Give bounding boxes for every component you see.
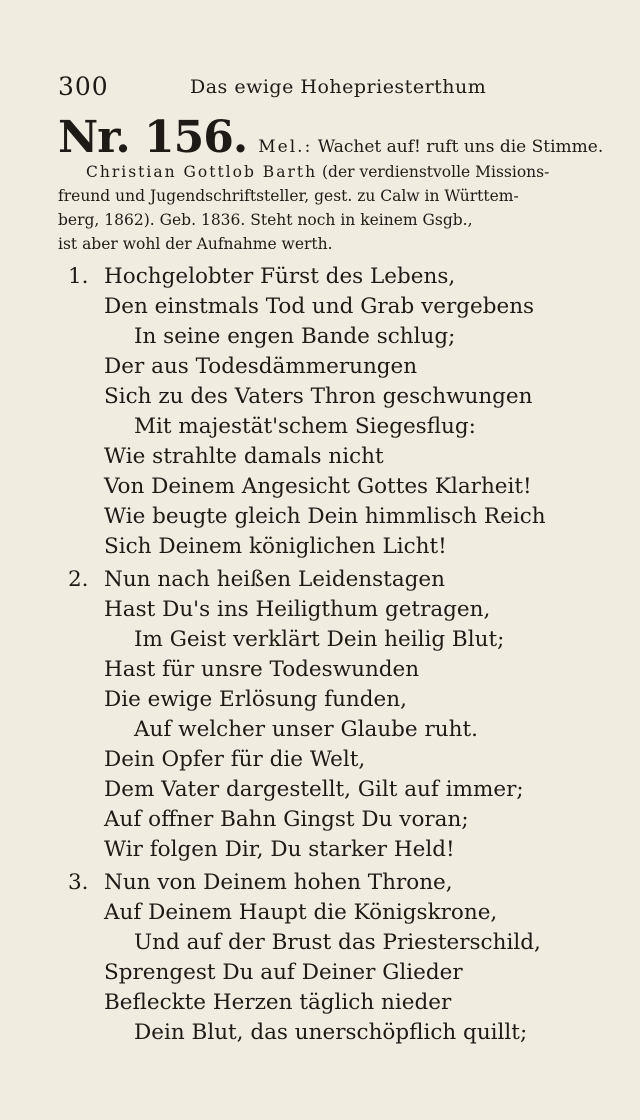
verse-line-text: Hochgelobter Fürst des Lebens,: [104, 264, 456, 289]
verse-line: Hast für unsre Todeswunden: [104, 657, 420, 682]
verse-line: Befleckte Herzen täglich nieder: [104, 990, 452, 1015]
verse-line: Auf offner Bahn Gingst Du voran;: [104, 807, 469, 832]
author-note: [58, 160, 588, 256]
note-line: [58, 160, 588, 184]
verse-line: Von Deinem Angesicht Gottes Klarheit!: [104, 474, 532, 499]
verse-line-text: Nun nach heißen Leidenstagen: [104, 567, 445, 592]
verse-line: [68, 565, 588, 595]
verse-line-text: Nun von Deinem hohen Throne,: [104, 870, 453, 895]
verse-line: Die ewige Erlösung funden,: [104, 687, 407, 712]
verse-line: Wir folgen Dir, Du starker Held!: [104, 837, 455, 862]
verse-1: [68, 262, 588, 562]
verse-line: In seine engen Bande schlug;: [134, 324, 456, 349]
verse-3: [68, 868, 588, 1048]
verse-number: 1.: [68, 264, 89, 289]
verse-line: Wie strahlte damals nicht: [104, 444, 384, 469]
verse-line: Den einstmals Tod und Grab vergebens: [104, 294, 535, 319]
note-line: ist aber wohl der Aufnahme werth.: [58, 235, 333, 253]
verse-line: Sprengest Du auf Deiner Glieder: [104, 960, 463, 985]
verse-line: Auf welcher unser Glaube ruht.: [134, 717, 478, 742]
verse-line: Auf Deinem Haupt die Königskrone,: [104, 900, 498, 925]
verse-line: Hast Du's ins Heiligthum getragen,: [104, 597, 491, 622]
melody-line: [258, 137, 603, 157]
verse-line: Mit majestät'schem Siegesflug:: [134, 414, 476, 439]
hymn-number: Nr. 156.: [58, 112, 248, 163]
verse-number: 2.: [68, 567, 89, 592]
verse-line: Dem Vater dargestellt, Gilt auf immer;: [104, 777, 524, 802]
verse-line: [68, 868, 588, 898]
melody-label: Mel.:: [258, 137, 313, 157]
note-text: (der verdienstvolle Missions-: [317, 163, 550, 181]
verse-line: Dein Opfer für die Welt,: [104, 747, 366, 772]
verse-line: Und auf der Brust das Priesterschild,: [134, 930, 541, 955]
verse-line: Im Geist verklärt Dein heilig Blut;: [134, 627, 505, 652]
hymn-heading: [58, 112, 604, 166]
verse-number: 3.: [68, 870, 89, 895]
verse-line: Der aus Todesdämmerungen: [104, 354, 418, 379]
running-title: Das ewige Hohepriesterthum: [190, 76, 487, 98]
verse-line: Sich zu des Vaters Thron geschwungen: [104, 384, 533, 409]
page-header: [58, 70, 582, 106]
author-name: Christian Gottlob Barth: [86, 163, 318, 181]
verse-line: Wie beugte gleich Dein himmlisch Reich: [104, 504, 546, 529]
verse-line: Dein Blut, das unerschöpflich quillt;: [134, 1020, 528, 1045]
verse-line: [68, 262, 588, 292]
note-line: berg, 1862). Geb. 1836. Steht noch in keinem Gsgb.,: [58, 211, 473, 229]
note-line: freund und Jugendschriftsteller, gest. zu Calw in Württem-: [58, 187, 519, 205]
melody-title: Wachet auf! ruft uns die Stimme.: [317, 137, 604, 157]
verse-line: Sich Deinem königlichen Licht!: [104, 534, 447, 559]
page-number: 300: [58, 72, 109, 101]
verse-2: [68, 565, 588, 865]
